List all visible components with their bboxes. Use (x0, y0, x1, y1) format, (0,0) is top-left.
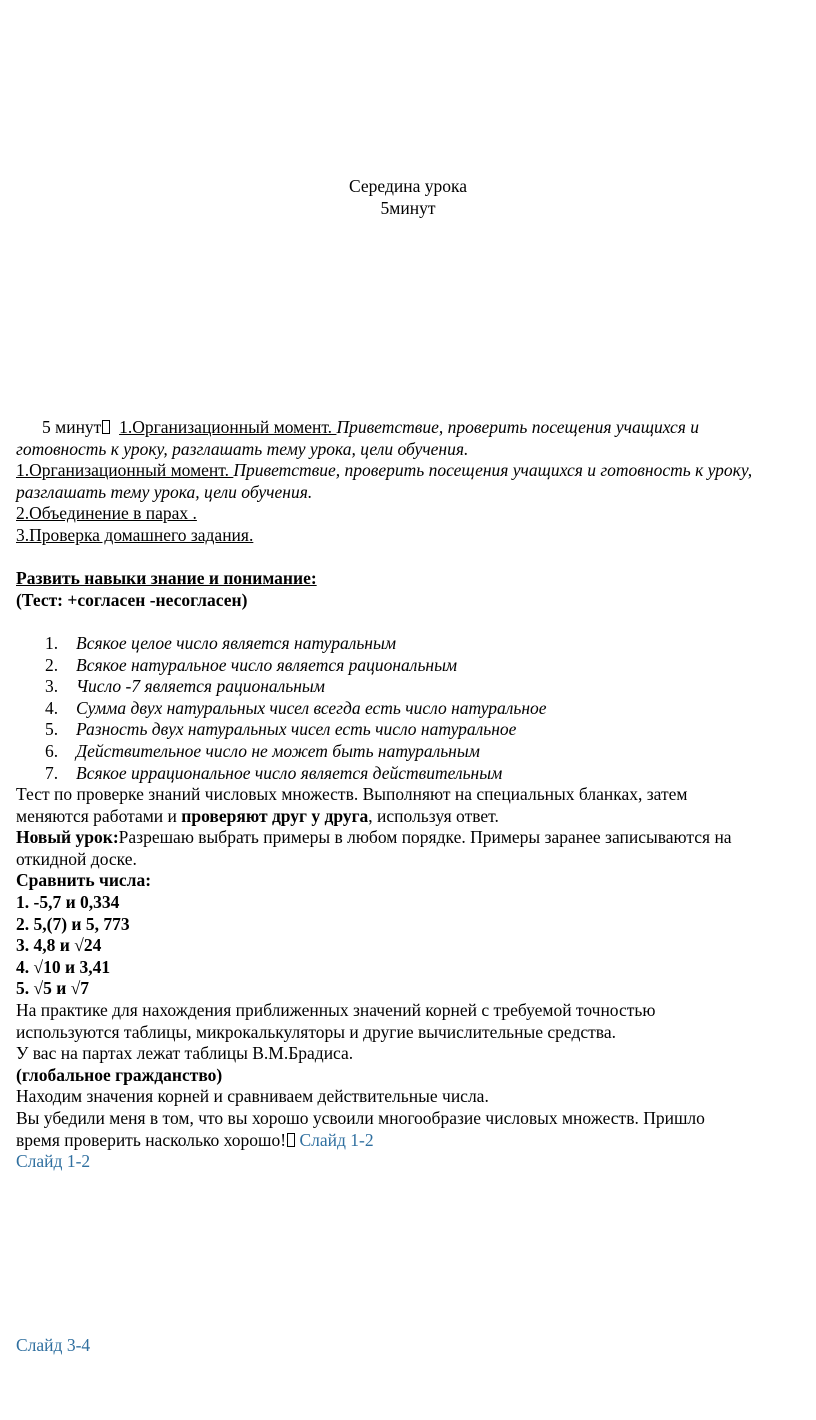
new-lesson-label: Новый урок: (16, 827, 119, 848)
compare-item: 1. -5,7 и 0,334 (16, 892, 120, 913)
section-title (0, 176, 816, 219)
new-lesson-text: Разрешаю выбрать примеры в любом порядке. Примеры заранее записываются на (118, 827, 732, 848)
new-lesson-line (16, 827, 806, 849)
list-item: 1. Всякое целое число является натуральным (45, 632, 397, 653)
list-item: 7. Всякое иррациональное число является действительным (45, 762, 503, 783)
test-list (16, 633, 806, 784)
compare-item: 4. √10 и 3,41 (16, 956, 111, 977)
practice-line5: Вы убедили меня в том, что вы хорошо усвоили многообразие числовых множеств. Пришло (16, 1108, 705, 1128)
spacer (16, 547, 806, 569)
compare-item: 2. 5,(7) и 5, 773 (16, 913, 130, 934)
missing-glyph-icon (287, 1133, 295, 1147)
org-moment-text: Приветствие, проверить посещения учащихся и (336, 417, 700, 437)
plan-homework: 3.Проверка домашнего задания. (16, 524, 254, 545)
test-desc-line2: меняются работами и проверяют друг у друга, используя ответ. (16, 805, 499, 826)
spacer (16, 611, 806, 633)
title-text: Середина урока (349, 176, 467, 196)
plan-pairs: 2.Объединение в парах . (16, 503, 197, 524)
lesson-body (16, 417, 806, 1173)
list-item: 2. Всякое натуральное число является рациональным (45, 654, 458, 675)
list-item: 6. Действительное число не может быть натуральным (45, 740, 480, 761)
org-moment-label: 1.Организационный момент. (119, 417, 337, 437)
compare-item: 3. 4,8 и √24 (16, 935, 102, 956)
plan-org-text: Приветствие, проверить посещения учащихся и готовность к уроку, (233, 460, 753, 481)
list-item: 5. Разность двух натуральных чисел есть число натуральное (45, 719, 517, 740)
compare-item: 5. √5 и √7 (16, 978, 90, 999)
minutes-label: 5 минут (42, 417, 102, 437)
slide-link-1-2-inline[interactable]: Слайд 1-2 (295, 1129, 374, 1150)
practice-line3: У вас на партах лежат таблицы В.М.Брадиса. (16, 1043, 354, 1064)
slide-link-3-4[interactable]: Слайд 3-4 (16, 1335, 91, 1355)
plan-org-line (16, 460, 806, 482)
duration-text: 5минут (380, 197, 436, 218)
list-item: 4. Сумма двух натуральных чисел всегда есть число натуральное (45, 697, 547, 718)
plan-org-text-cont: разглашать тему урока, цели обучения. (16, 481, 313, 502)
skills-heading: Развить навыки знание и понимание: (16, 568, 317, 589)
list-item: 3. Число -7 является рациональным (45, 676, 325, 697)
new-lesson-text-cont: откидной доске. (16, 848, 137, 869)
compare-heading: Сравнить числа: (16, 870, 152, 891)
practice-line4: Находим значения корней и сравниваем действительные числа. (16, 1086, 489, 1107)
test-note: (Тест: +согласен -несогласен) (16, 589, 248, 610)
plan-org-label: 1.Организационный момент. (16, 460, 234, 481)
intro-line (16, 417, 806, 439)
citizenship-note: (глобальное гражданство) (16, 1064, 223, 1085)
intro-line-cont: готовность к уроку, разглашать тему урока, цели обучения. (16, 438, 469, 459)
practice-line1: На практике для нахождения приближенных значений корней с требуемой точностью (16, 1000, 656, 1021)
test-desc-line1: Тест по проверке знаний числовых множеств. Выполняют на специальных бланках, затем (16, 784, 688, 805)
practice-line6: время проверить насколько хорошо! Слайд 1-2 (16, 1129, 374, 1150)
slide-link-1-2[interactable]: Слайд 1-2 (16, 1151, 91, 1172)
missing-glyph-icon (102, 420, 110, 434)
practice-line2: используются таблицы, микрокалькуляторы и другие вычислительные средства. (16, 1021, 616, 1042)
